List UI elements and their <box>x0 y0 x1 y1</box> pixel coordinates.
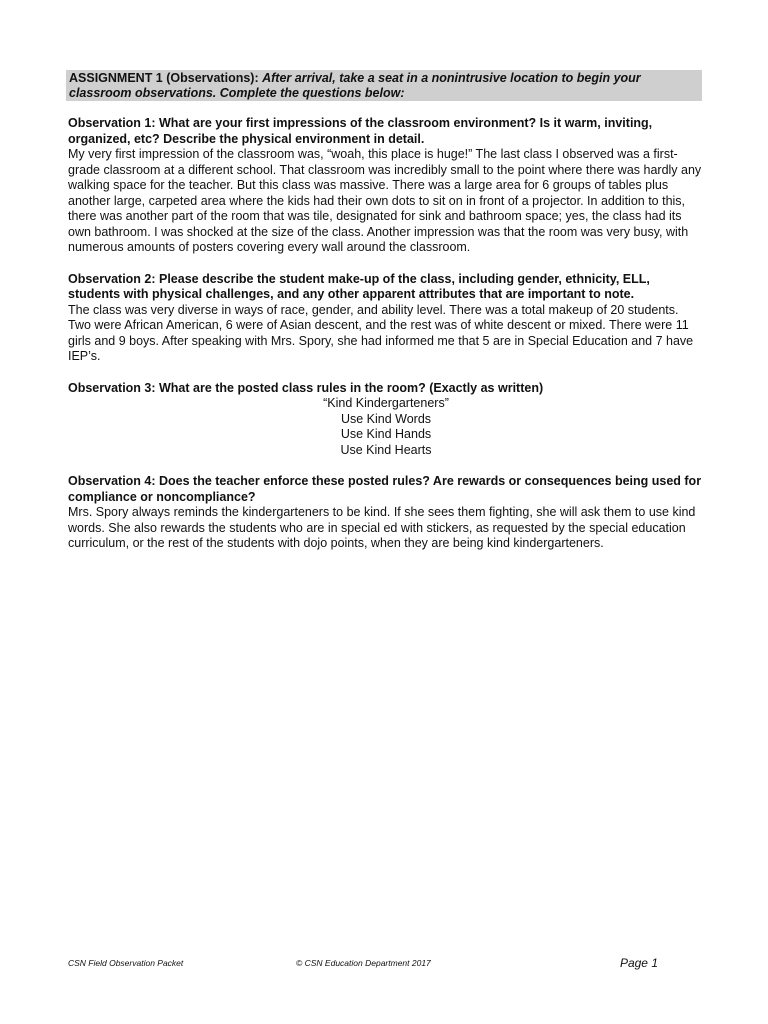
class-rule: Use Kind Words <box>340 411 432 426</box>
class-rules-list <box>68 396 704 458</box>
observation-answer: Mrs. Spory always reminds the kindergarteners to be kind. If she sees them fighting, she will ask them to use kind words. She also rewards the students who are in special ed with stickers, as requested by the special education curriculum, or the rest of the students with dojo points, when they are being kind kindergarteners. <box>68 505 696 550</box>
observation-question: Observation 2: Please describe the student make-up of the class, including gender, ethnicity, ELL, students with physical challenges, and any other apparent attributes that are important to note. <box>68 271 650 301</box>
footer-page-number: Page 1 <box>619 956 658 970</box>
observations-body <box>68 116 704 568</box>
class-rule: Use Kind Hands <box>340 427 432 441</box>
observation-2 <box>68 272 704 365</box>
observation-1 <box>68 116 704 256</box>
observation-3 <box>68 381 704 459</box>
class-rule: Use Kind Hearts <box>340 442 432 457</box>
observation-question: Observation 3: What are the posted class rules in the room? (Exactly as written) <box>68 380 544 395</box>
observation-question: Observation 4: Does the teacher enforce these posted rules? Are rewards or consequences being used for compliance or noncompliance? <box>68 474 702 504</box>
assignment-instructions: After arrival, take a seat in a nonintrusive location to begin your classroom observations. Complete the questions below: <box>69 71 641 100</box>
footer-copyright: © CSN Education Department 2017 <box>296 958 431 968</box>
class-rule: “Kind Kindergarteners” <box>323 396 449 410</box>
observation-answer: My very first impression of the classroom was, “woah, this place is huge!” The last class I observed was a first-grade classroom at a different school. That classroom was incredibly small to the point where there was hardly any walking space for the teacher. But this class was massive. There was a large area for 6 groups of tables plus another large, carpeted area where the kids had their own dots to sit on in front of a projector. In addition to this, there was another part of the room that was tile, designated for sink and bathroom space; yes, the class had its own bathroom. I was shocked at the size of the class. Another impression was that the room was very busy, with numerous amounts of posters covering every wall around the classroom. <box>68 147 702 254</box>
footer-packet-name: CSN Field Observation Packet <box>68 958 184 968</box>
observation-answer: The class was very diverse in ways of race, gender, and ability level. There was a total makeup of 20 students. Two were African American, 6 were of Asian descent, and the rest was of white descent or mixed. There were 11 girls and 9 boys. After speaking with Mrs. Spory, she had informed me that 5 are in Special Education and 7 have IEP’s. <box>68 302 694 363</box>
assignment-header <box>66 70 702 101</box>
observation-4 <box>68 474 704 552</box>
observation-question: Observation 1: What are your first impressions of the classroom environment? Is it warm, inviting, organized, etc? Describe the physical environment in detail. <box>68 116 653 146</box>
page-footer <box>68 956 658 972</box>
assignment-title: ASSIGNMENT 1 (Observations): <box>69 71 259 85</box>
